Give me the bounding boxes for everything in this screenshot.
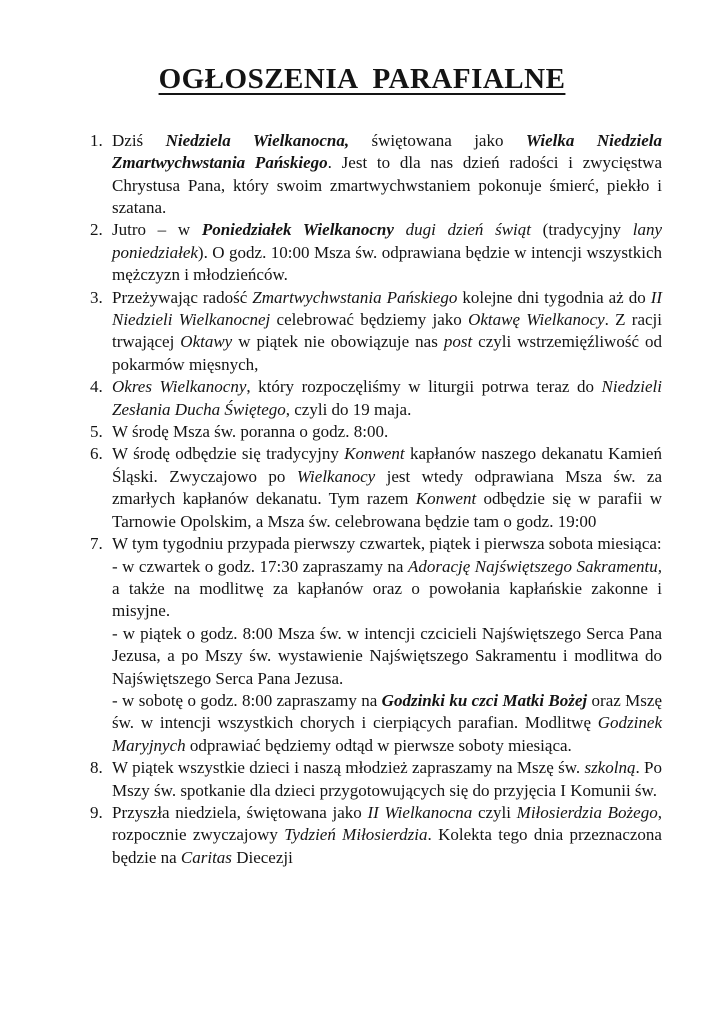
item-text — [112, 220, 662, 284]
emphasis-italic: Godzinek Maryjnych — [112, 713, 662, 755]
item-number: 5. — [90, 422, 103, 442]
item-number: 8. — [90, 758, 103, 778]
announcement-item — [90, 219, 662, 286]
plain-text: . Jest to dla nas dzień radości i zwycięstwa Chrystusa Pana, który swoim zmartwychwstaniem pokonuje śmierć, piekło i szatana. — [112, 153, 662, 218]
announcement-item — [90, 376, 662, 421]
emphasis-italic: dugi dzień świąt — [393, 220, 531, 240]
plain-text: , czyli do 19 maja. — [285, 399, 412, 419]
announcement-item — [90, 421, 662, 443]
emphasis-italic: Adorację Najświętszego Sakramentu, — [407, 556, 662, 576]
plain-text: . Kolekta tego dnia przeznaczona będzie na — [112, 825, 662, 867]
item-number: 2. — [90, 220, 103, 240]
plain-text: W piątek wszystkie dzieci i naszą młodzież zapraszamy na Mszę św. — [112, 758, 585, 778]
emphasis-italic: Konwent — [344, 444, 405, 464]
plain-text: ). O godz. 10:00 Msza św. odprawiana będzie w intencji wszystkich mężczyzn i młodzieńców. — [112, 242, 662, 285]
emphasis-bold-italic: Godzinki ku czci Matki Bożej — [381, 690, 588, 710]
item-text — [112, 422, 388, 441]
item-number: 6. — [90, 444, 103, 464]
item-text — [112, 803, 662, 867]
plain-text: oraz Mszę św. w intencji wszystkich chorych i cierpiących parafian. Modlitwę — [112, 690, 663, 733]
plain-text: Przeżywając radość — [112, 287, 253, 307]
item-text — [112, 534, 662, 755]
emphasis-italic: Okres Wielkanocny — [112, 377, 247, 397]
plain-text: Diecezji — [231, 847, 293, 867]
plain-text: Jutro – w — [112, 220, 202, 240]
emphasis-italic: Caritas — [180, 847, 232, 867]
plain-text: jest wtedy odprawiana Msza św. za zmarłych kapłanów dekanatu. Tym razem — [112, 466, 663, 509]
plain-text: czyli wstrzemięźliwość od pokarmów mięsnych, — [112, 332, 662, 374]
plain-text: - w piątek o godz. 8:00 Msza św. w intencji czcicieli Najświętszego Serca Pana Jezusa, a po Mszy św. wystawienie Najświętszego Sakramentu i modlitwa do Najświętszego Serca Pana Jezusa. — [112, 623, 662, 688]
plain-text: Przyszła niedziela, świętowana jako — [112, 802, 368, 822]
plain-text: kapłanów naszego dekanatu Kamień Śląski. Zwyczajowo po — [112, 444, 662, 486]
emphasis-italic: szkolną — [584, 758, 636, 778]
emphasis-italic: post — [443, 332, 473, 352]
announcements-list — [90, 130, 662, 869]
plain-text: (tradycyjny — [531, 220, 633, 240]
plain-text: . Po Mszy św. spotkanie dla dzieci przygotowujących się do przyjęcia I Komunii św. — [112, 758, 662, 800]
item-text — [112, 288, 662, 374]
plain-text: W tym tygodniu przypada pierwszy czwartek, piątek i pierwsza sobota miesiąca: — [112, 534, 662, 554]
plain-text: odprawiać będziemy odtąd w pierwsze soboty miesiąca. — [185, 735, 572, 755]
emphasis-italic: Tydzień Miłosierdzia — [284, 825, 428, 845]
item-number: 7. — [90, 534, 103, 554]
plain-text: odbędzie się w parafii w Tarnowie Opolskim, a Msza św. celebrowana będzie tam o godz. 19:00 — [112, 489, 662, 531]
plain-text: kolejne dni tygodnia aż do — [457, 287, 651, 307]
plain-text: , który rozpoczęliśmy w liturgii potrwa teraz do — [246, 377, 602, 397]
emphasis-italic: Miłosierdzia Bożego — [516, 802, 658, 822]
item-text — [112, 444, 662, 530]
emphasis-italic: Wielkanocy — [296, 466, 376, 486]
announcement-item — [90, 757, 662, 802]
emphasis-italic: Oktawę Wielkanocy — [468, 310, 605, 330]
emphasis-italic: II Niedzieli Wielkanocnej — [112, 287, 663, 330]
item-text — [112, 758, 662, 799]
announcement-item — [90, 533, 662, 757]
emphasis-italic: II Wielkanocna — [367, 802, 473, 822]
emphasis-bold-italic: Wielka Niedziela Zmartwychwstania Pańskiego — [112, 130, 662, 173]
plain-text: . Z racji trwającej — [112, 310, 662, 352]
emphasis-italic: Zmartwychwstania Pańskiego — [252, 287, 458, 307]
announcement-item — [90, 802, 662, 869]
emphasis-bold-italic: Niedziela Wielkanocna, — [165, 130, 350, 150]
plain-text: celebrować będziemy jako — [270, 310, 469, 330]
emphasis-italic: Konwent — [415, 489, 477, 509]
emphasis-italic: lany poniedziałek — [112, 220, 663, 262]
announcement-item — [90, 130, 662, 220]
page-title-text: OGŁOSZENIA PARAFIALNE — [158, 63, 566, 95]
page-title — [0, 62, 724, 97]
item-number: 3. — [90, 287, 103, 307]
item-number: 1. — [90, 130, 103, 150]
item-text — [112, 131, 662, 217]
emphasis-bold-italic: Poniedziałek Wielkanocny — [201, 220, 394, 240]
plain-text: a także na modlitwę za kapłanów oraz o powołania kapłańskie zakonne i misyjne. — [112, 578, 662, 621]
plain-text: Dziś — [112, 130, 166, 150]
plain-text: W środę odbędzie się tradycyjny — [112, 444, 345, 464]
plain-text: - w czwartek o godz. 17:30 zapraszamy na — [112, 556, 408, 576]
plain-text: , rozpocznie zwyczajowy — [112, 802, 662, 845]
item-text — [112, 377, 662, 418]
emphasis-italic: Niedzieli Zesłania Ducha Świętego — [112, 377, 662, 419]
item-number: 9. — [90, 802, 103, 822]
announcement-item — [90, 287, 662, 377]
announcement-item — [90, 443, 662, 533]
plain-text: W środę Msza św. poranna o godz. 8:00. — [112, 422, 389, 442]
emphasis-italic: Oktawy — [180, 332, 233, 352]
item-number: 4. — [90, 377, 103, 397]
plain-text: w piątek nie obowiązuje nas — [232, 332, 444, 352]
plain-text: świętowana jako — [349, 130, 526, 150]
plain-text: - w sobotę o godz. 8:00 zapraszamy na — [112, 690, 382, 710]
plain-text: czyli — [472, 802, 517, 822]
